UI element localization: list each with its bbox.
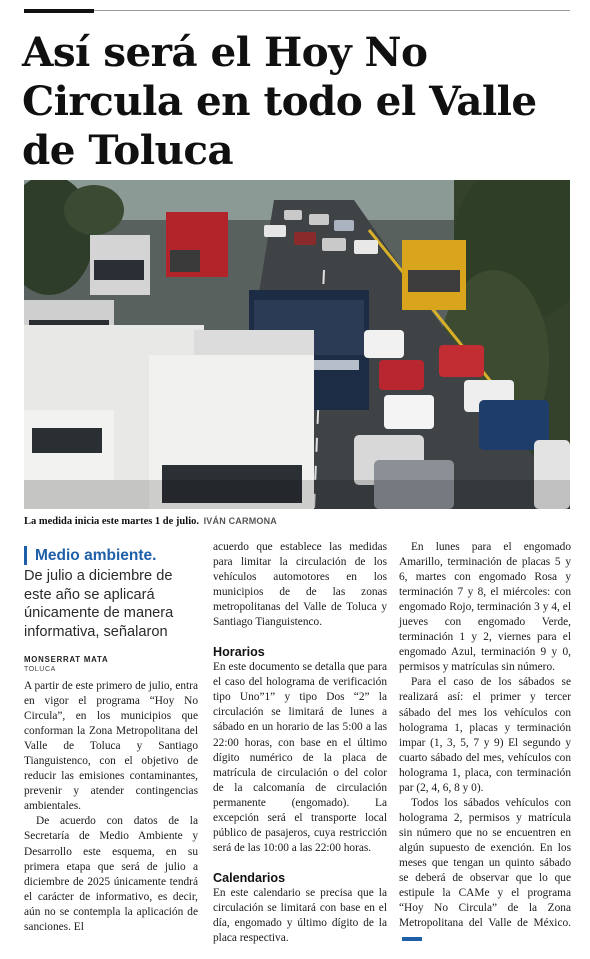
byline: MONSERRAT MATA xyxy=(24,655,109,664)
col3-paragraph-1: En lunes para el engomado Amarillo, terminación de placas 5 y 6, martes con engomado Rosa y terminación 7 y 8, el miércoles: con engomado Rojo, terminación 3 y 4, el jueves con engomado Verde, terminación 1 y 2, viernes para el engomado Azul, terminación 9 y 0, permisos y matrículas sin número. xyxy=(399,541,571,674)
col1-paragraph-1: A partir de este primero de julio, entra en vigor el programa “Hoy No Circula”, en los municipios que conforman la Zona Metropolitana del Valle de Toluca y Santiago Tianguistenco, con el objetivo de reducir las emisiones contaminantes, prevenir y atender contingencias ambientales. xyxy=(24,680,198,813)
col1-paragraph-2: De acuerdo con datos de la Secretaría de Medio Ambiente y Desarrollo este esquema, en su primera etapa que será de julio a diciembre de 2025 únicamente tendrá el carácter de informativo, es decir, aún no se contempla la aplicación de sanciones. El xyxy=(24,815,198,933)
dateline-place: TOLUCA xyxy=(24,666,56,673)
subhead-calendarios: Calendarios xyxy=(213,870,286,885)
col3-paragraph-3 xyxy=(399,796,571,946)
column-3 xyxy=(399,540,571,946)
section-label: Medio ambiente. xyxy=(24,546,198,565)
column-1 xyxy=(24,540,198,935)
col2-paragraph-3: En este calendario se precisa que la circulación se limitará con base en el día, engomado y último dígito de la placa respectiva. xyxy=(213,886,387,945)
deck: De julio a diciembre de este año se aplicará únicamente de manera informativa, señalaron xyxy=(24,568,174,640)
photo-credit: IVÁN CARMONA xyxy=(203,516,278,526)
col3-paragraph-3-text: Todos los sábados vehículos con holograma 2, permisos y matrícula sin número que no se encuentren en algún supuesto de exención. En los meses que tengan un quinto sábado se deberá de observar que lo que estipule la CAMe y el programa “Hoy No Circula” de la Zona Metropolitana del Valle de México. xyxy=(399,796,571,930)
photo-caption xyxy=(24,514,570,529)
top-rule-accent xyxy=(24,9,94,13)
column-2 xyxy=(213,540,387,946)
headline: Así será el Hoy No Circula en todo el Valle de Toluca xyxy=(22,28,537,174)
subhead-horarios: Horarios xyxy=(213,645,265,660)
traffic-photo xyxy=(24,180,570,509)
col2-paragraph-1: acuerdo que establece las medidas para limitar la circulación de los vehículos automotores en los municipios de de las zonas metropolitanas del Valle de Toluca y Santiago Tianguistenco. xyxy=(213,541,387,629)
col2-paragraph-2: En este documento se detalla que para el caso del holograma de verificación tipo Uno”1” y tipo Dos “2” la circulación se limitará de lunes a sábado en un horario de las 5:00 a las 22:00 horas, con base en el último dígito numérico de la placa de matrícula de circulación o del color de la calcomanía de circulación permanente (engomado). La excepción será el transporte local público de pasajeros, cuya restricción será de las 10:00 a las 22:00 horas. xyxy=(213,661,387,854)
top-rule xyxy=(24,10,570,11)
col3-paragraph-2: Para el caso de los sábados se realizará así: el primer y tercer sábado del mes los vehículos con holograma 1, placas y terminación impar (1, 3, 5, 7 y 9) El segundo y cuarto sábado del mes, vehículos con holograma 1, placa, con terminación par (2, 4, 6, 8 y 0). xyxy=(399,676,571,794)
caption-text: La medida inicia este martes 1 de julio. xyxy=(24,516,199,527)
end-mark xyxy=(402,937,422,941)
